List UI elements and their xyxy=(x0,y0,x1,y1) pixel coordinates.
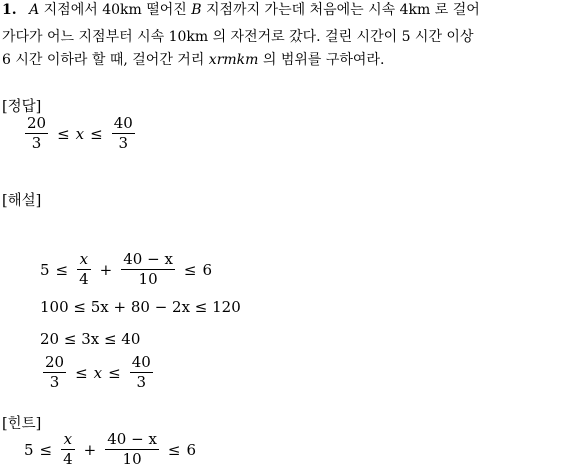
problem-text-3b: 의 범위를 구하여라. xyxy=(258,52,385,68)
fraction-40-minus-x-10: $\frac{40 - x}{10}$ xyxy=(123,250,173,288)
point-b: B xyxy=(191,2,202,18)
point-a: A xyxy=(29,2,40,18)
hint-label: [힌트] xyxy=(2,416,42,432)
fraction-40-3: $\frac{40}{3}$ xyxy=(131,353,151,391)
problem-line-2: 가다가 어느 지점부터 시속 10km 의 자전거로 갔다. 걸린 시간이 5 시간 이상 xyxy=(2,29,474,45)
fraction-20-3: $\frac{20}{3}$ xyxy=(45,353,65,391)
fraction-40-3: $\frac{40}{3}$ xyxy=(113,114,133,152)
answer-label: [정답] xyxy=(2,99,42,115)
fraction-20-3: $\frac{20}{3}$ xyxy=(27,114,47,152)
answer-expression: $\frac{20}{3}$ ≤ x ≤ $\frac{40}{3}$ xyxy=(27,114,133,152)
fraction-40-minus-x-10: $\frac{40 - x}{10}$ xyxy=(107,430,157,468)
explanation-label: [해설] xyxy=(2,193,42,209)
problem-text-3a: 6 시간 이하라 할 때, 걸어간 거리 xyxy=(2,52,209,68)
fraction-x-4: $\frac{x}{4}$ xyxy=(63,430,73,468)
distance-variable: xrmkm xyxy=(208,52,259,68)
explanation-step-1: 5 ≤ $\frac{x}{4}$ + $\frac{40 - x}{10}$ ≤ 6 xyxy=(40,250,213,288)
explanation-step-2: 100 ≤ 5x + 80 − 2x ≤ 120 xyxy=(40,298,241,316)
hint-expression: 5 ≤ $\frac{x}{4}$ + $\frac{40 - x}{10}$ ≤ 6 xyxy=(24,430,197,468)
problem-line-3 xyxy=(2,49,384,72)
fraction-x-4: $\frac{x}{4}$ xyxy=(79,250,89,288)
problem-number: 1. xyxy=(2,2,17,18)
problem-text-1a: 지점에서 40km 떨어진 xyxy=(39,2,192,18)
explanation-step-4: $\frac{20}{3}$ ≤ x ≤ $\frac{40}{3}$ xyxy=(45,353,151,391)
problem-line-1 xyxy=(2,0,480,22)
explanation-step-3: 20 ≤ 3x ≤ 40 xyxy=(40,330,141,348)
problem-text-1b: 지점까지 가는데 처음에는 시속 4km 로 걸어 xyxy=(201,2,480,18)
